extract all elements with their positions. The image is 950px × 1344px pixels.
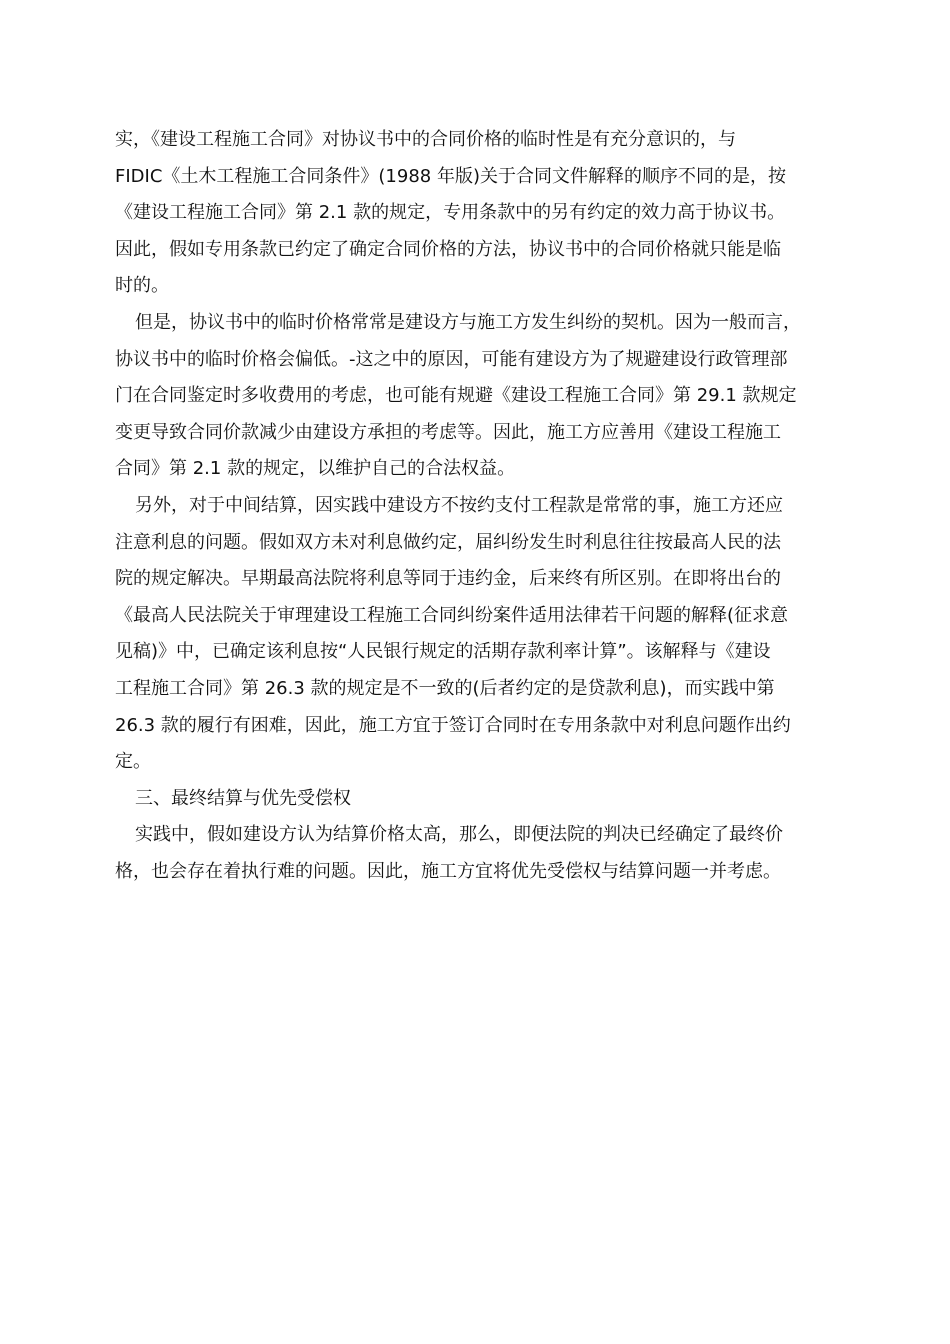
text-line: FIDIC《土木工程施工合同条件》(1988 年版)关于合同文件解释的顺序不同的是，按 <box>115 165 786 187</box>
text-line: 格，也会存在着执行难的问题。因此，施工方宜将优先受偿权与结算问题一并考虑。 <box>115 860 781 882</box>
heading-text: 三、最终结算与优先受偿权 <box>135 787 351 809</box>
text-line: 变更导致合同价款减少由建设方承担的考虑等。因此，施工方应善用《建设工程施工 <box>115 421 781 443</box>
paragraph <box>115 488 837 781</box>
paragraph <box>115 817 837 890</box>
text-line: 合同》第 2.1 款的规定，以维护自己的合法权益。 <box>115 458 516 480</box>
text-line: 协议书中的临时价格会偏低。-这之中的原因，可能有建设方为了规避建设行政管理部 <box>115 348 788 370</box>
text-line: 见稿)》中，已确定该利息按“人民银行规定的活期存款利率计算”。该解释与《建设 <box>115 641 771 663</box>
text-line: 另外，对于中间结算，因实践中建设方不按约支付工程款是常常的事，施工方还应 <box>135 494 783 516</box>
section-heading <box>115 781 837 818</box>
document-body <box>115 122 837 890</box>
paragraph <box>115 122 837 305</box>
text-line: 《最高人民法院关于审理建设工程施工合同纠纷案件适用法律若干问题的解释(征求意 <box>115 604 789 626</box>
text-line: 《建设工程施工合同》第 2.1 款的规定，专用条款中的另有约定的效力高于协议书。 <box>115 202 786 224</box>
text-line: 实，《建设工程施工合同》对协议书中的合同价格的临时性是有充分意识的，与 <box>115 129 736 150</box>
paragraph <box>115 305 837 488</box>
text-line: 但是，协议书中的临时价格常常是建设方与施工方发生纠纷的契机。因为一般而言， <box>135 311 801 333</box>
text-line: 定。 <box>115 751 151 773</box>
text-line: 因此，假如专用条款已约定了确定合同价格的方法，协议书中的合同价格就只能是临 <box>115 238 781 260</box>
text-line: 院的规定解决。早期最高法院将利息等同于违约金，后来终有所区别。在即将出台的 <box>115 568 781 590</box>
text-line: 门在合同鉴定时多收费用的考虑，也可能有规避《建设工程施工合同》第 29.1 款规定 <box>115 385 797 407</box>
text-line: 时的。 <box>115 275 169 297</box>
text-line: 工程施工合同》第 26.3 款的规定是不一致的(后者约定的是贷款利息)，而实践中第 <box>115 677 775 699</box>
text-line: 实践中，假如建设方认为结算价格太高，那么，即便法院的判决已经确定了最终价 <box>135 824 783 846</box>
text-line: 注意利息的问题。假如双方未对利息做约定，届纠纷发生时利息往往按最高人民的法 <box>115 531 781 553</box>
text-line: 26.3 款的履行有困难，因此，施工方宜于签订合同时在专用条款中对利息问题作出约 <box>115 714 791 736</box>
